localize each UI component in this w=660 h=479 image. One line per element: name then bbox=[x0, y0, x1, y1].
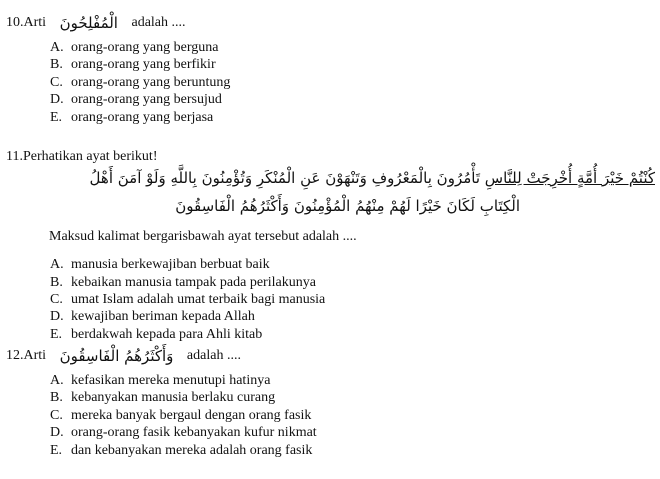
option-10-a[interactable]: A. orang-orang yang berguna bbox=[50, 40, 219, 55]
question-prompt: Perhatikan ayat berikut! bbox=[22, 149, 158, 164]
arabic-term: وَأَكْثَرُهُمُ الْفَاسِقُونَ bbox=[59, 347, 174, 365]
option-11-c[interactable]: C. umat Islam adalah umat terbaik bagi manusia bbox=[50, 292, 326, 307]
question-tail: adalah .... bbox=[186, 348, 241, 363]
question-11-text: Maksud kalimat bergarisbawah ayat tersebut adalah .... bbox=[49, 229, 357, 244]
option-12-b[interactable]: B. kebanyakan manusia berlaku curang bbox=[50, 390, 276, 405]
question-number: 11. bbox=[6, 149, 23, 164]
option-10-c[interactable]: C. orang-orang yang beruntung bbox=[50, 75, 231, 90]
option-12-d[interactable]: D. orang-orang fasik kebanyakan kufur nikmat bbox=[50, 425, 317, 440]
question-12-header bbox=[6, 347, 241, 365]
ayat-line-2: الْكِتَابِ لَكَانَ خَيْرًا لَهُمْ مِنْهُمُ الْمُؤْمِنُونَ وَأَكْثَرُهُمُ الْفَاسِقُونَ bbox=[175, 197, 520, 215]
option-12-e[interactable]: E. dan kebanyakan mereka adalah orang fasik bbox=[50, 443, 313, 458]
arabic-term: الْمُفْلِحُونَ bbox=[59, 14, 118, 32]
option-12-a[interactable]: A. kefasikan mereka menutupi hatinya bbox=[50, 373, 271, 388]
question-number: 12. bbox=[6, 348, 24, 363]
option-11-a[interactable]: A. manusia berkewajiban berbuat baik bbox=[50, 257, 270, 272]
question-number: 10. bbox=[6, 15, 24, 30]
question-10-header bbox=[6, 14, 186, 32]
option-11-d[interactable]: D. kewajiban beriman kepada Allah bbox=[50, 309, 255, 324]
question-lead: Arti bbox=[23, 15, 47, 30]
option-11-e[interactable]: E. berdakwah kepada para Ahli kitab bbox=[50, 327, 263, 342]
option-10-b[interactable]: B. orang-orang yang berfikir bbox=[50, 57, 216, 72]
ayat-underlined-phrase: كُنْتُمْ خَيْرَ أُمَّةٍ أُخْرِجَتْ لِلنَّاسِ bbox=[484, 169, 655, 187]
option-10-d[interactable]: D. orang-orang yang bersujud bbox=[50, 92, 222, 107]
ayat-line-1 bbox=[90, 169, 655, 187]
option-12-c[interactable]: C. mereka banyak bergaul dengan orang fasik bbox=[50, 408, 312, 423]
question-lead: Arti bbox=[23, 348, 47, 363]
option-10-e[interactable]: E. orang-orang yang berjasa bbox=[50, 110, 214, 125]
question-tail: adalah .... bbox=[131, 15, 186, 30]
question-11-header bbox=[6, 149, 158, 165]
option-11-b[interactable]: B. kebaikan manusia tampak pada perilakunya bbox=[50, 275, 316, 290]
ayat-line-1-rest: تَأْمُرُونَ بِالْمَعْرُوفِ وَتَنْهَوْنَ عَنِ الْمُنْكَرِ وَتُؤْمِنُونَ بِاللَّهِ وَلَوْ آمَنَ أَهْلُ bbox=[89, 169, 485, 187]
